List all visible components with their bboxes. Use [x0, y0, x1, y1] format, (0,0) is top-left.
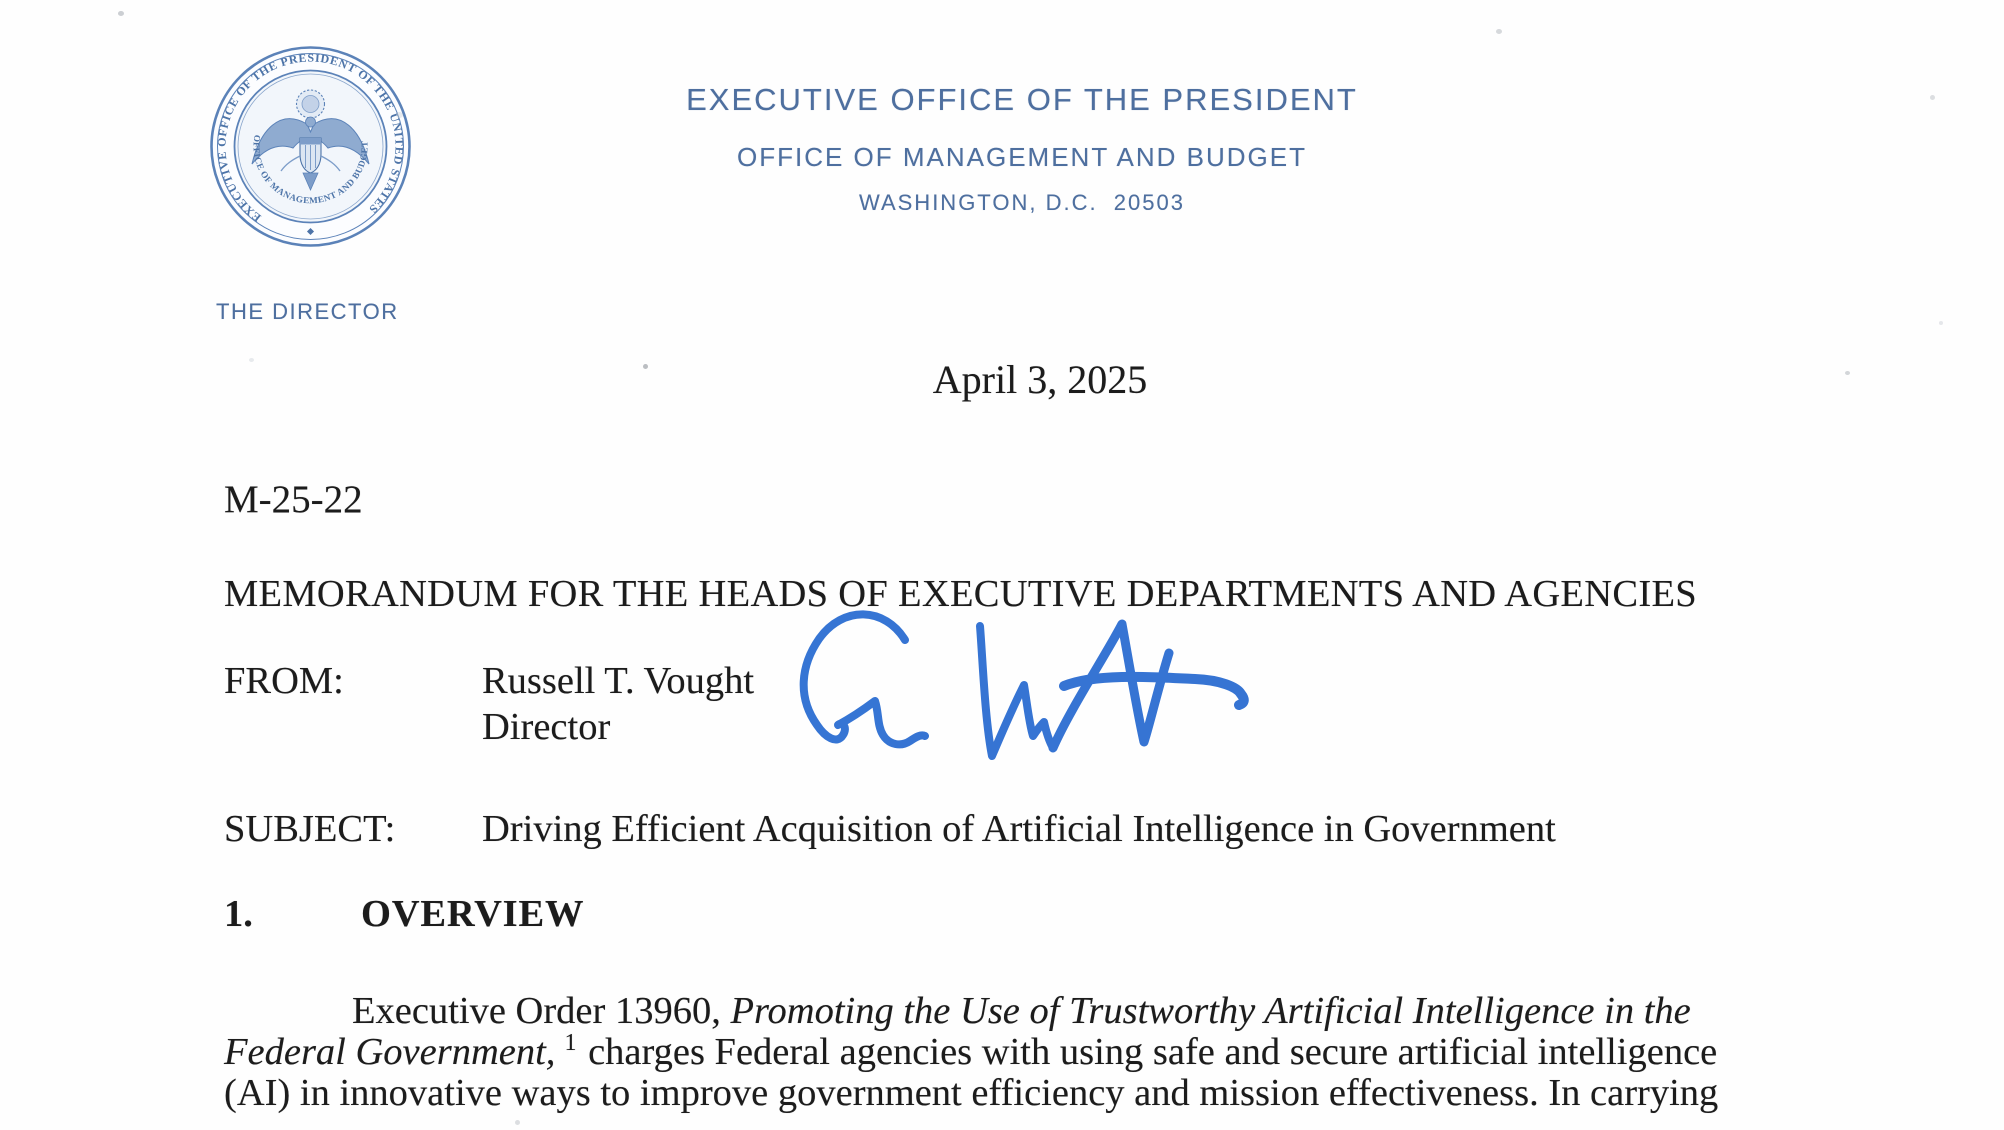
scan-speck: [118, 11, 124, 16]
footnote-marker: 1: [564, 1030, 577, 1057]
director-label: THE DIRECTOR: [216, 299, 399, 324]
subject-text: Driving Efficient Acquisition of Artificial Intelligence in Government: [482, 808, 1556, 850]
scan-speck: [643, 364, 648, 369]
section-title-overview: OVERVIEW: [361, 893, 585, 935]
scan-speck: [515, 1120, 520, 1125]
overview-paragraph: [224, 991, 1864, 1114]
paragraph-line-3: (AI) in innovative ways to improve government efficiency and mission effectiveness. In carrying: [224, 1072, 1719, 1114]
scan-speck: [396, 112, 403, 118]
body-roman-text-2: charges Federal agencies with using safe and secure artificial intelligence: [588, 1031, 1718, 1073]
seal-ring-text: EXECUTIVE OFFICE OF THE PRESIDENT OF THE UNITED STATES: [216, 52, 405, 224]
omb-seal: [208, 44, 413, 249]
from-title: Director: [482, 706, 611, 748]
letterhead: [402, 82, 1642, 216]
scan-speck: [1845, 371, 1850, 375]
body-roman-text: Executive Order 13960,: [352, 990, 731, 1032]
from-name: Russell T. Vought: [482, 660, 755, 702]
scan-speck: [1939, 321, 1943, 325]
letterhead-address-line: WASHINGTON, D.C. 20503: [859, 190, 1185, 215]
memo-date: April 3, 2025: [932, 357, 1148, 402]
subject-label: SUBJECT:: [224, 808, 396, 850]
memorandum-line: MEMORANDUM FOR THE HEADS OF EXECUTIVE DEPARTMENTS AND AGENCIES: [224, 573, 1697, 615]
eo-title-italic-cont: Federal Government,: [224, 1031, 556, 1073]
from-label: FROM:: [224, 660, 344, 702]
seal-inner-text: OFFICE OF MANAGEMENT AND BUDGET: [251, 134, 370, 206]
letterhead-office-line: EXECUTIVE OFFICE OF THE PRESIDENT: [686, 82, 1358, 117]
paragraph-line-2: [224, 1032, 1864, 1073]
scan-speck: [1930, 95, 1935, 100]
scan-speck: [1496, 29, 1502, 34]
letterhead-agency-line: OFFICE OF MANAGEMENT AND BUDGET: [736, 142, 1307, 172]
eo-title-italic: Promoting the Use of Trustworthy Artificial Intelligence in the: [730, 990, 1691, 1032]
memo-number: M-25-22: [224, 478, 363, 521]
signature-russell-vought: [775, 595, 1275, 780]
section-number: 1.: [224, 893, 253, 935]
paragraph-line-1: [224, 991, 1864, 1032]
scan-speck: [249, 358, 254, 362]
